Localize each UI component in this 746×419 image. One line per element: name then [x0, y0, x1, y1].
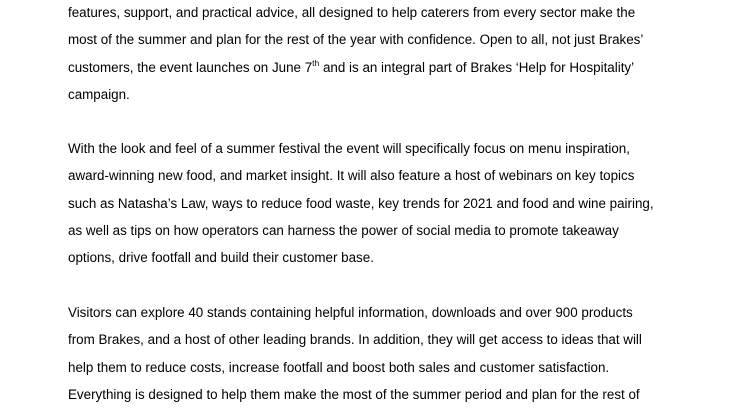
text-line: most of the summer and plan for the rest of the year with confidence. Open to all, not just Brakes’ [68, 32, 644, 48]
text-line: from Brakes, and a host of other leading brands. In addition, they will get access to ideas that will [68, 332, 642, 348]
text-line: award-winning new food, and market insight. It will also feature a host of webinars on key topics [68, 168, 635, 184]
text-line: such as Natasha’s Law, ways to reduce food waste, key trends for 2021 and food and wine pairing, [68, 195, 654, 211]
paragraph-summer-festival [68, 139, 738, 275]
text-line: campaign. [68, 86, 130, 102]
text-run: and is an integral part of Brakes ‘Help for Hospitality’ [319, 59, 635, 75]
paragraph-event-overview [68, 3, 738, 112]
text-line: With the look and feel of a summer festival the event will specifically focus on menu inspiration, [68, 141, 630, 156]
text-run: customers, the event launches on June 7 [68, 59, 313, 75]
text-line: as well as tips on how operators can harness the power of social media to promote takeaway [68, 222, 619, 238]
text-line: Visitors can explore 40 stands containing helpful information, downloads and over 900 products [68, 305, 633, 320]
text-line: help them to reduce costs, increase footfall and boost both sales and customer satisfaction. [68, 359, 610, 375]
ordinal-suffix: th [312, 57, 320, 68]
text-line: options, drive footfall and build their customer base. [68, 250, 374, 266]
text-line: features, support, and practical advice, all designed to help caterers from every sector make the [68, 5, 636, 20]
text-line: Everything is designed to help them make the most of the summer period and plan for the rest of [68, 386, 640, 402]
paragraph-visitor-stands [68, 303, 738, 412]
text-line [68, 58, 738, 85]
